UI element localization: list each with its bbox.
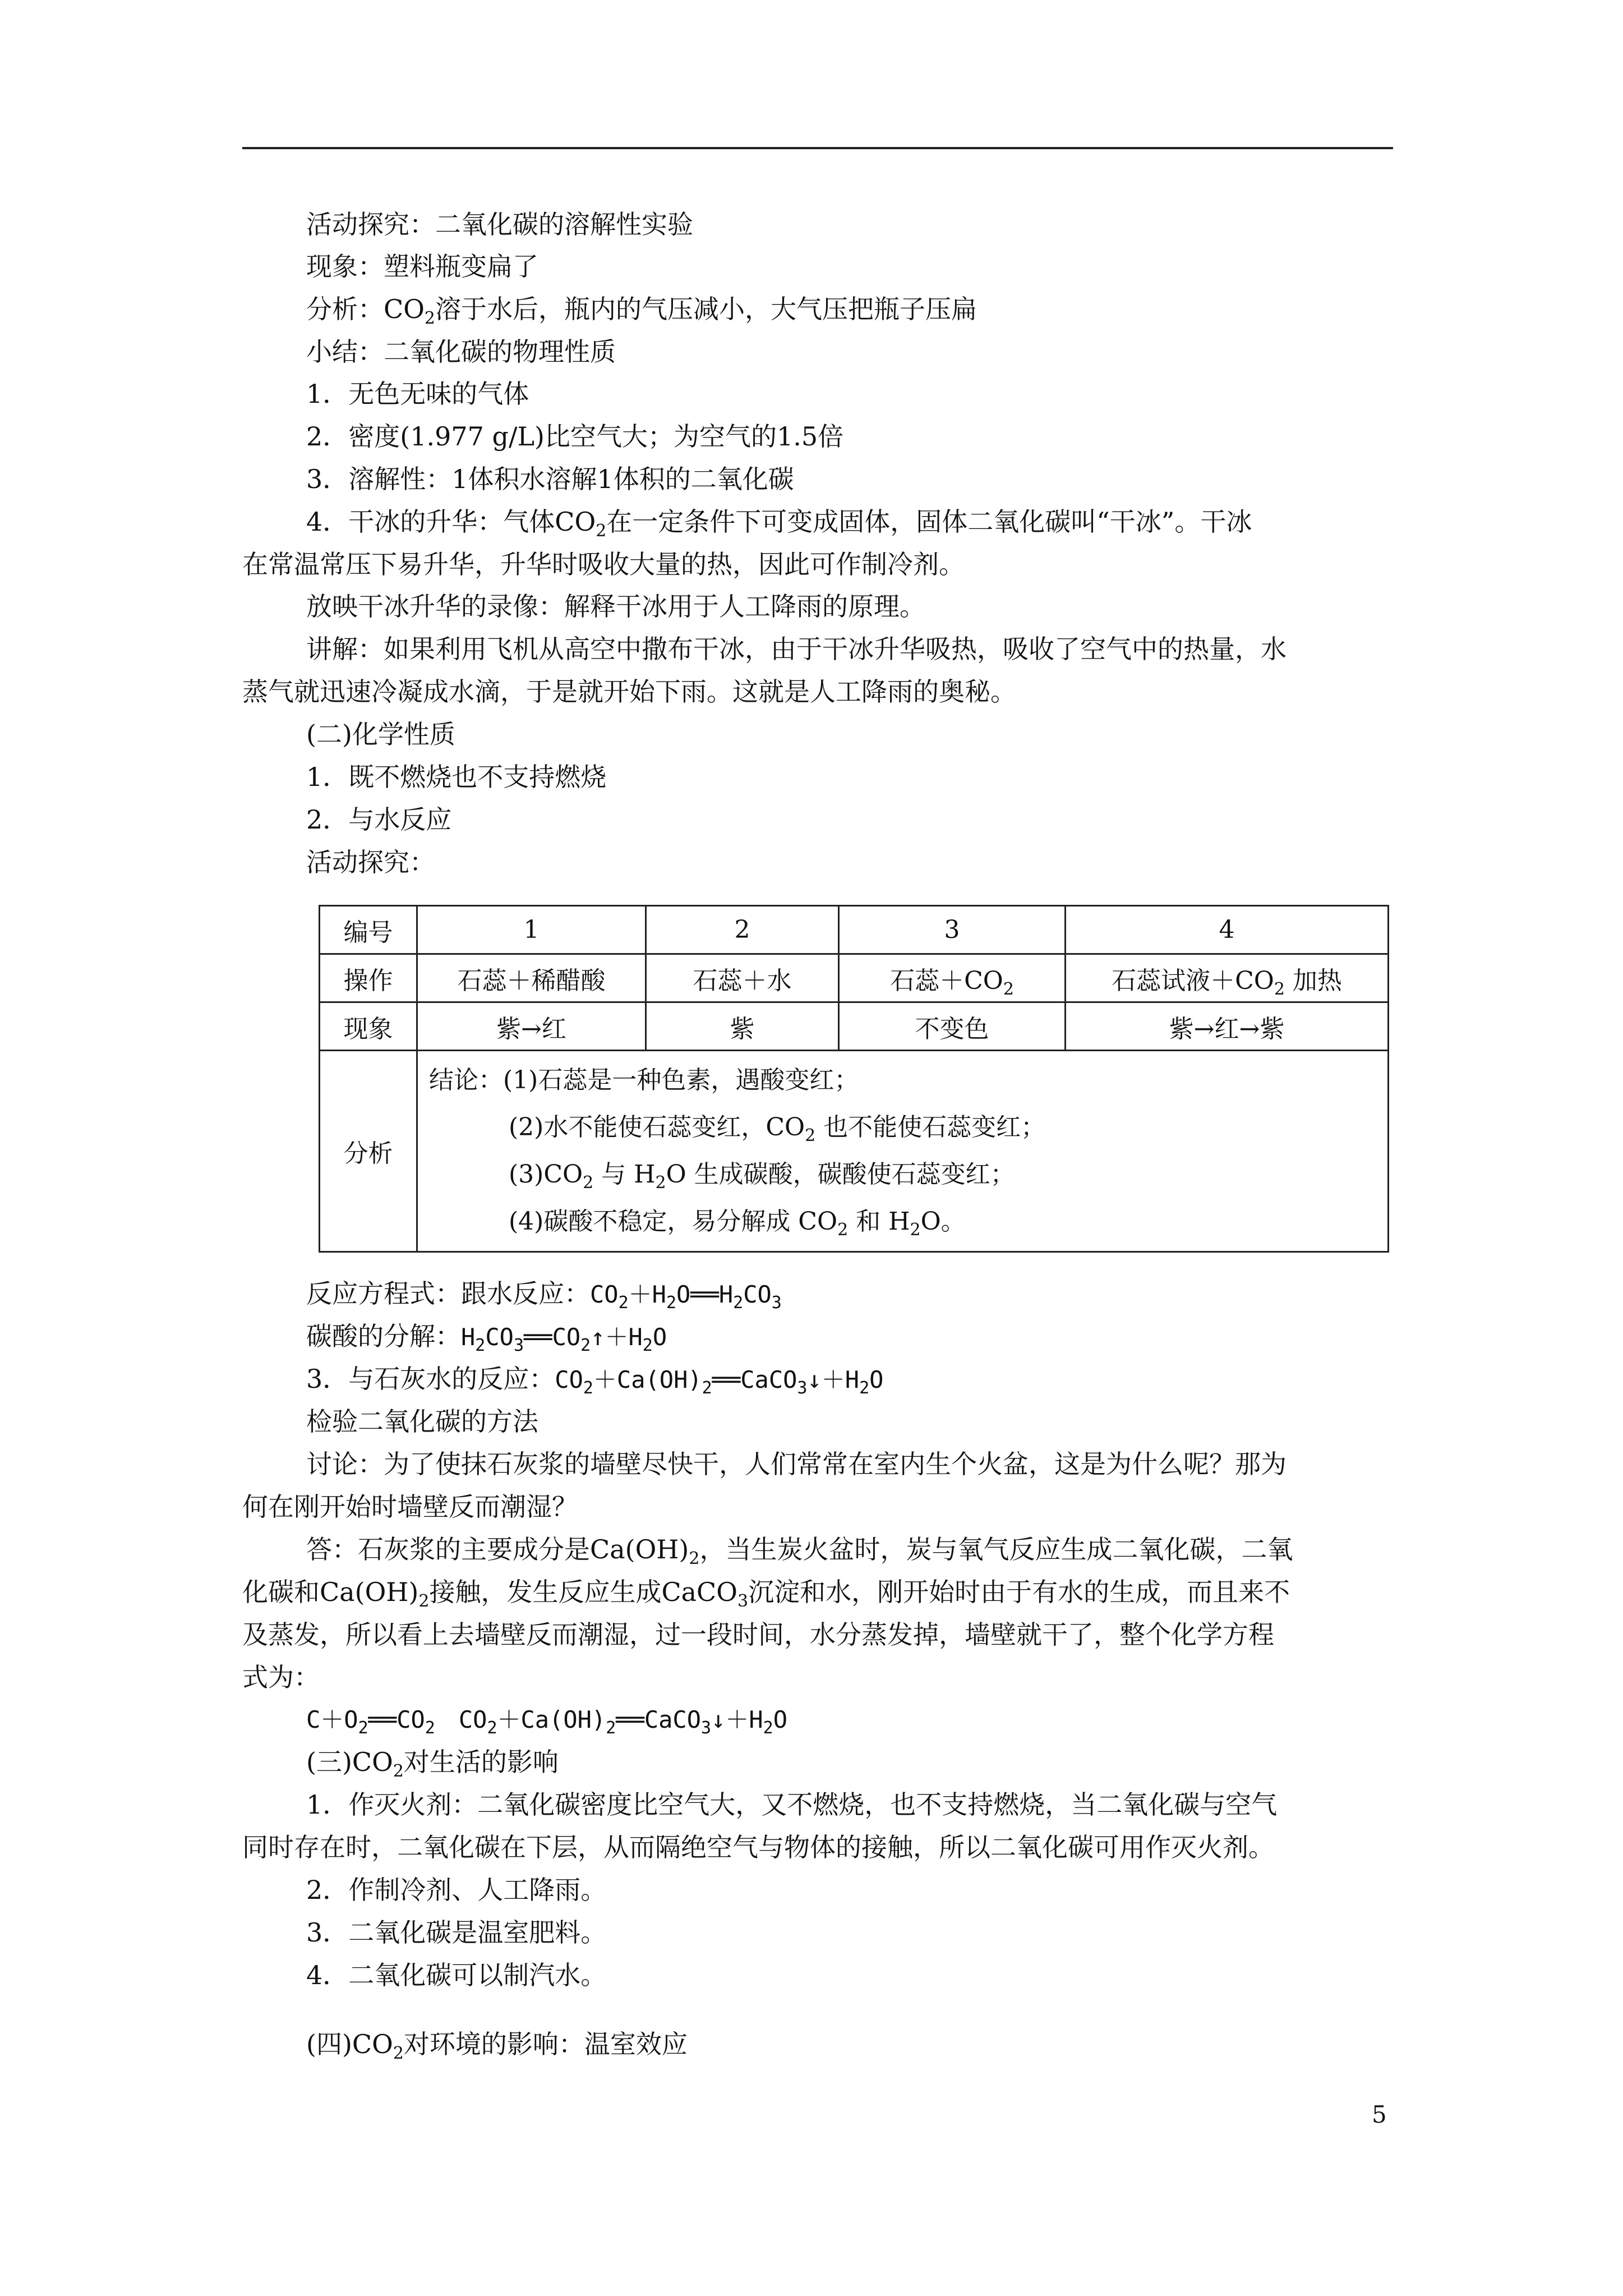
table-cell: 石蕊$+CO_2$ [839, 954, 1066, 1002]
analysis-line: $(3)CO_2$ 与 $H_2O$ 生成碳酸，碳酸使石蕊变红； [509, 1160, 1015, 1193]
list-item: 4．干冰的升华：气体$CO_2$在一定条件下可变成固体，固体二氧化碳叫“干冰”。干冰 [306, 507, 1252, 541]
table-cell: 操作 [320, 954, 417, 1002]
table-row [320, 1051, 1389, 1252]
text-line: 式为： [242, 1662, 320, 1692]
equation-line: 3．与石灰水的反应：$CO_2+Ca(OH)_2══CaCO_3↓+H_2O$ [306, 1364, 884, 1398]
text-line: 化碳和$Ca(OH)_2$接触，发生反应生成CaCO$_3$沉淀和水，刚开始时由于有水的生成，而且来不 [242, 1577, 1290, 1611]
text-line: 活动探究：二氧化碳的溶解性实验 [306, 209, 693, 240]
section-heading: (四)$CO_2$对环境的影响：温室效应 [306, 2029, 688, 2063]
text-line: 讲解：如果利用飞机从高空中撒布干冰，由于干冰升华吸热，吸收了空气中的热量，水 [306, 634, 1287, 664]
list-item: 1．作灭火剂：二氧化碳密度比空气大，又不燃烧，也不支持燃烧，当二氧化碳与空气 [306, 1789, 1278, 1820]
list-item: 2．密度(1.977 g/L)比空气大；为空气的1.5倍 [306, 421, 844, 452]
text-line: 答：石灰浆的主要成分是$Ca(OH)_2$，当生炭火盆时，炭与氧气反应生成二氧化碳，二氧 [306, 1534, 1293, 1568]
equation-line: 碳酸的分解：$H_2CO_3══CO_2↑+H_2O$ [306, 1321, 667, 1355]
table-cell: 紫→红→紫 [1066, 1002, 1389, 1051]
table-cell: 编号 [320, 906, 417, 954]
table-cell: 分析 [320, 1051, 417, 1252]
table-cell: 石蕊＋水 [646, 954, 839, 1002]
text-line: 放映干冰升华的录像：解释干冰用于人工降雨的原理。 [306, 591, 925, 622]
text-line: 何在刚开始时墙壁反而潮湿？ [242, 1492, 578, 1522]
analysis-line: (2)水不能使石蕊变红，$CO_2$ 也不能使石蕊变红； [509, 1113, 1046, 1145]
text-line: 检验二氧化碳的方法 [306, 1406, 538, 1437]
text-line: 分析：$CO_2$溶于水后，瓶内的气压减小，大气压把瓶子压扁 [306, 294, 978, 328]
analysis-line: 结论：(1)石蕊是一种色素，遇酸变红； [429, 1066, 859, 1094]
text-line: 及蒸发，所以看上去墙壁反而潮湿，过一段时间，水分蒸发掉，墙壁就干了，整个化学方程 [242, 1619, 1274, 1650]
list-item: 2．与水反应 [306, 804, 452, 835]
text-line: 小结：二氧化碳的物理性质 [306, 337, 616, 367]
experiment-table [319, 905, 1389, 1253]
list-item: 3．溶解性：1体积水溶解1体积的二氧化碳 [306, 464, 794, 494]
text-line: 在常温常压下易升华，升华时吸收大量的热，因此可作制冷剂。 [242, 549, 965, 579]
analysis-cell [417, 1051, 1389, 1252]
header-rule [242, 147, 1393, 149]
table-cell: 紫→红 [417, 1002, 646, 1051]
page-number: 5 [1372, 2101, 1387, 2128]
table-row [320, 954, 1389, 1002]
table-cell: 石蕊试液$+CO_2$ 加热 [1066, 954, 1389, 1002]
text-line: 活动探究： [306, 847, 435, 877]
list-item: 2．作制冷剂、人工降雨。 [306, 1875, 607, 1905]
text-line: 同时存在时，二氧化碳在下层，从而隔绝空气与物体的接触，所以二氧化碳可用作灭火剂。 [242, 1832, 1274, 1862]
list-item: 4．二氧化碳可以制汽水。 [306, 1960, 607, 1990]
table-cell: 2 [646, 906, 839, 954]
table-cell: 紫 [646, 1002, 839, 1051]
equation-line: 反应方程式：跟水反应：$CO_2+H_2O══H_2CO_3$ [306, 1278, 782, 1313]
table-cell: 不变色 [839, 1002, 1066, 1051]
equation-line: $C+O_2══CO_2$ $CO_2+Ca(OH)_2══CaCO_3↓+H_2O$ [306, 1706, 787, 1738]
table-row [320, 906, 1389, 954]
list-item: 1．既不燃烧也不支持燃烧 [306, 762, 607, 792]
table-row [320, 1002, 1389, 1051]
section-heading: (二)化学性质 [306, 719, 455, 749]
table-cell: 现象 [320, 1002, 417, 1051]
table-cell: 4 [1066, 906, 1389, 954]
text-line: 讨论：为了使抹石灰浆的墙壁尽快干，人们常常在室内生个火盆，这是为什么呢？那为 [306, 1449, 1287, 1479]
section-heading: (三)$CO_2$对生活的影响 [306, 1747, 559, 1781]
table-cell: 石蕊＋稀醋酸 [417, 954, 646, 1002]
list-item: 1．无色无味的气体 [306, 379, 529, 409]
table-cell: 3 [839, 906, 1066, 954]
analysis-line: (4)碳酸不稳定，易分解成 $CO_2$ 和 $H_2O$。 [509, 1207, 966, 1240]
table-cell: 1 [417, 906, 646, 954]
text-line: 现象：塑料瓶变扁了 [306, 251, 538, 282]
list-item: 3．二氧化碳是温室肥料。 [306, 1917, 607, 1948]
text-line: 蒸气就迅速冷凝成水滴，于是就开始下雨。这就是人工降雨的奥秘。 [242, 677, 1016, 707]
